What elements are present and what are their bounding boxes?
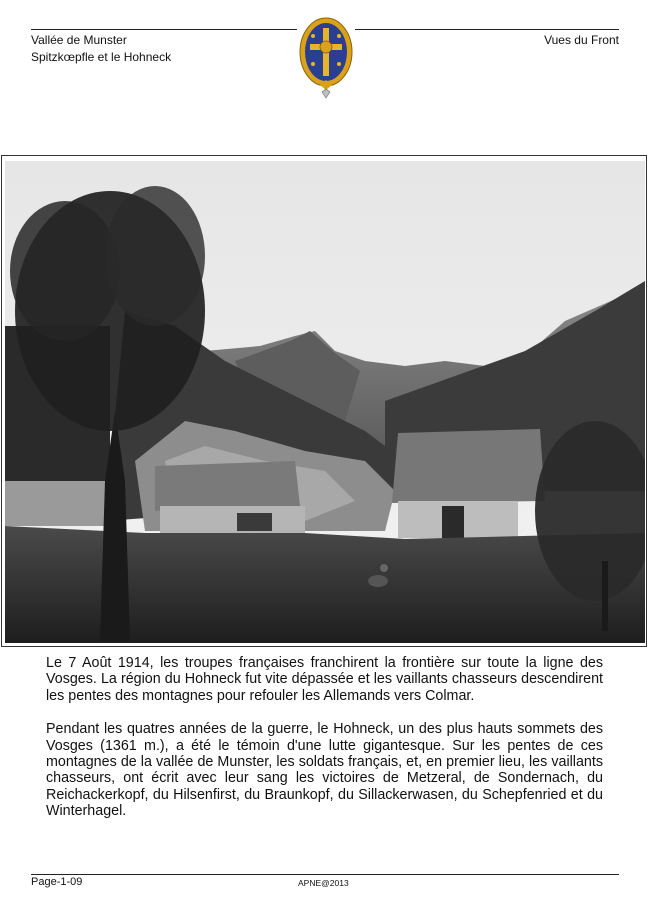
page-number: Page-1-09 xyxy=(31,876,83,888)
header-rule-left xyxy=(31,29,297,30)
header-series-title: Vues du Front xyxy=(544,33,619,47)
body-text xyxy=(46,655,603,837)
landscape-photo xyxy=(5,161,645,643)
paragraph-2: Pendant les quatres années de la guerre, le Hohneck, un des plus hauts sommets des Vosges (1361 m.), a été le témoin d'une lutte gigantesque. Sur les pentes de ces montagnes de la vallée de Munster, les soldats français, et, en premier lieu, les vaillants chasseurs, ont écrit avec leur sang les victoires de Metzeral, de Sondernach, du Reichackerkopf, du Hilsenfirst, du Braunkopf, du Sillackerwasen, du Schepfenried et du Winterhagel. xyxy=(46,721,603,820)
paragraph-1: Le 7 Août 1914, les troupes françaises franchirent la frontière sur toute la ligne des Vosges. La région du Hohneck fut vite dépassée et les vaillants chasseurs descendirent les pentes des montagnes pour refouler les Allemands vers Colmar. xyxy=(46,655,603,704)
header-subtitle: Spitzkœpfle et le Hohneck xyxy=(31,50,172,64)
header-location: Vallée de Munster xyxy=(31,33,127,47)
header-left xyxy=(31,32,171,66)
header-rule-right xyxy=(355,29,619,30)
footer-rule xyxy=(31,874,619,875)
copyright-credit: APNE@2013 xyxy=(298,878,349,888)
heraldic-emblem-icon xyxy=(298,14,354,100)
